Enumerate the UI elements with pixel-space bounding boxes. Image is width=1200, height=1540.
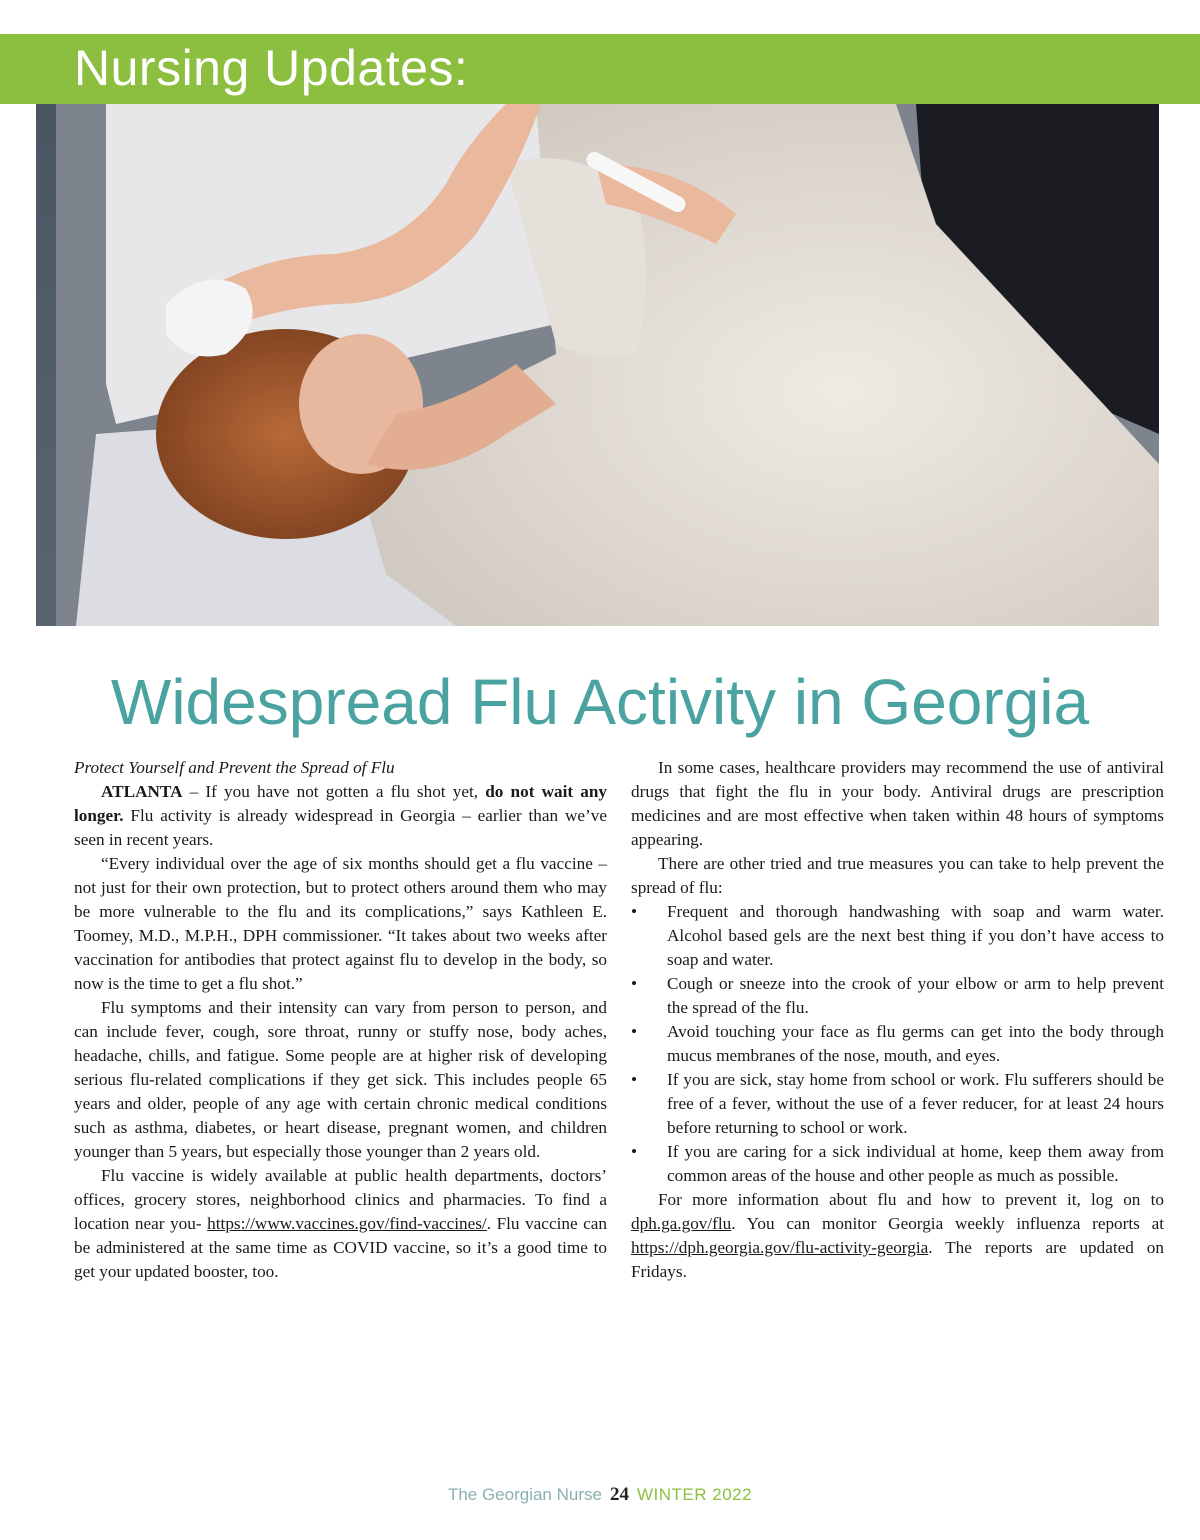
paragraph-vaccine <box>74 1164 607 1284</box>
dateline: ATLANTA <box>101 782 183 801</box>
more-info-text-2: . You can monitor Georgia weekly influenza reports at <box>731 1214 1164 1233</box>
intro-text-2: Flu activity is already widespread in Georgia – earlier than we’ve seen in recent years. <box>74 806 607 849</box>
list-item-text: Avoid touching your face as flu germs can get into the body through mucus membranes of the nose, mouth, and eyes. <box>667 1022 1164 1065</box>
page-footer <box>0 1484 1200 1506</box>
bullet-icon: • <box>631 1022 638 1041</box>
page-number: 24 <box>609 1484 629 1505</box>
intro-emphasis: do not wait any longer. <box>74 782 608 825</box>
bullet-icon: • <box>631 974 638 993</box>
prevention-list <box>631 900 1164 1188</box>
list-item-text: Frequent and thorough handwashing with soap and warm water. Alcohol based gels are the next best thing if you don’t have access to soap and water. <box>667 902 1164 969</box>
article-subhead: Protect Yourself and Prevent the Spread of Flu <box>74 758 395 777</box>
bullet-icon: • <box>631 1142 638 1161</box>
article-column-left <box>74 756 607 1284</box>
paragraph-measures: There are other tried and true measures you can take to help prevent the spread of flu: <box>631 854 1164 897</box>
publication-name: The Georgian Nurse <box>447 1485 602 1504</box>
article-headline: Widespread Flu Activity in Georgia <box>110 666 1090 738</box>
list-item-text: Cough or sneeze into the crook of your elbow or arm to help prevent the spread of the flu. <box>667 974 1164 1017</box>
flu-activity-link[interactable]: https://dph.georgia.gov/flu-activity-georgia <box>631 1238 929 1257</box>
bullet-icon: • <box>631 1070 638 1089</box>
vaccines-gov-link[interactable]: https://www.vaccines.gov/find-vaccines/ <box>207 1214 487 1233</box>
paragraph-antiviral: In some cases, healthcare providers may recommend the use of antiviral drugs that fight the flu in your body. Antiviral drugs are prescription medicines and are most effective when taken within 48 hours of symptoms appearing. <box>631 758 1164 849</box>
list-item-text: If you are sick, stay home from school or work. Flu sufferers should be free of a fever, without the use of a fever reducer, for at least 24 hours before returning to school or work. <box>667 1070 1164 1137</box>
paragraph-intro <box>74 780 607 852</box>
list-item <box>631 900 1164 972</box>
vaccine-text-2: . Flu vaccine can be administered at the same time as COVID vaccine, so it’s a good time to get your updated booster, too. <box>74 1214 607 1281</box>
paragraph-more-info <box>631 1188 1164 1284</box>
section-title: Nursing Updates: <box>74 40 469 96</box>
list-item <box>631 1020 1164 1068</box>
intro-text-1: – If you have not gotten a flu shot yet, <box>182 782 486 801</box>
list-item <box>631 1140 1164 1188</box>
hero-photo <box>36 104 1159 626</box>
list-item <box>631 1068 1164 1140</box>
section-banner <box>0 34 1200 104</box>
bullet-icon: • <box>631 902 638 921</box>
article-column-right <box>631 756 1164 1284</box>
issue-season: WINTER 2022 <box>636 1485 753 1504</box>
dph-flu-link[interactable]: dph.ga.gov/flu <box>631 1214 732 1233</box>
more-info-text-1: For more information about flu and how to prevent it, log on to <box>658 1190 1164 1209</box>
list-item <box>631 972 1164 1020</box>
vaccine-text-1: Flu vaccine is widely available at public health departments, doctors’ offices, grocery stores, neighborhood clinics and pharmacies. To find a location near you- <box>74 1166 607 1233</box>
more-info-text-3: . The reports are updated on Fridays. <box>631 1238 1164 1281</box>
list-item-text: If you are caring for a sick individual at home, keep them away from common areas of the house and other people as much as possible. <box>667 1142 1164 1185</box>
paragraph-quote: “Every individual over the age of six months should get a flu vaccine – not just for their own protection, but to protect others around them who may be more vulnerable to the flu and its complications,” says Kathleen E. Toomey, M.D., M.P.H., DPH commissioner. “It takes about two weeks after vaccination for antibodies that protect against flu to develop in the body, so now is the time to get a flu shot.” <box>74 854 607 993</box>
paragraph-symptoms: Flu symptoms and their intensity can vary from person to person, and can include fever, cough, sore throat, runny or stuffy nose, body aches, headache, chills, and fatigue. Some people are at higher risk of developing serious flu-related complications if they get sick. This includes people 65 years and older, people of any age with certain chronic medical conditions such as asthma, diabetes, or heart disease, pregnant women, and children younger than 5 years, but especially those younger than 2 years old. <box>74 998 607 1161</box>
